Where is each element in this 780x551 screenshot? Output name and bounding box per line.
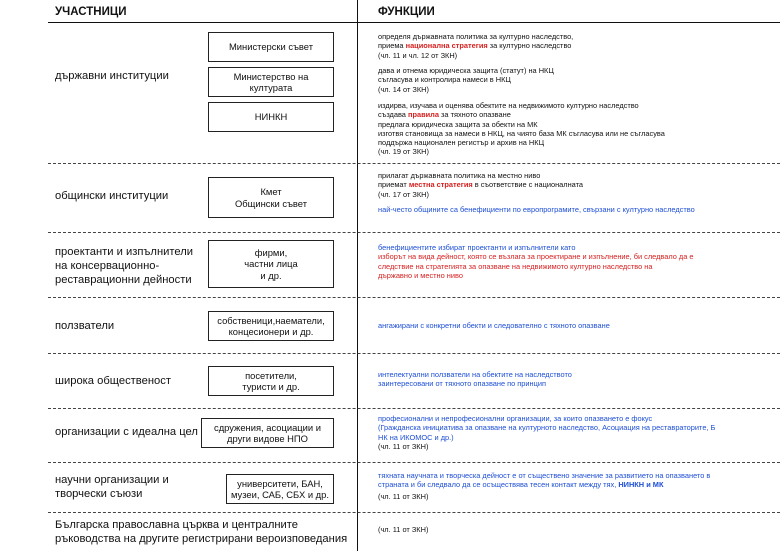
row-label-designers-contractors: проектанти и изпълнители на консервационно- реставрационни дейности [55, 246, 193, 286]
functions-public: интелектуални ползватели на обектите на наследството заинтересовани от тяхното опазване по принцип [378, 370, 572, 389]
row-divider [48, 353, 780, 354]
row-label-church: Българска православна църква и централните ръководства на другите регистрирани вероизповедания [55, 519, 348, 545]
functions-science: тяхната научната и творческа дейност е от съществено значение за развитието на опазването в страната и би следвало да се осъществява тесен контакт между тях, НИНКН и МК (чл. 11 от ЗКН) [378, 471, 711, 501]
ninkn-mk-highlight: НИНКН и МК [618, 480, 664, 490]
functions-ministry-of-culture: дава и отнема юридическа защита (статут) на НКЦ съгласува и контролира намеси в НКЦ (чл. 14 от ЗКН) [378, 66, 554, 94]
row-label-users: ползватели [55, 320, 115, 332]
header-functions: ФУНКЦИИ [378, 6, 435, 18]
box-visitors-tourists: посетители, туристи и др. [208, 366, 334, 396]
box-ministry-of-culture: Министерство на културата [208, 67, 334, 97]
row-label-municipal-institutions: общински институции [55, 190, 169, 202]
row-divider [48, 408, 780, 409]
header-participants: УЧАСТНИЦИ [55, 6, 127, 18]
row-label-wider-public: широка общественост [55, 375, 171, 387]
functions-ngo: професионални и непрофесионални организации, за които опазването е фокус (Гражданска инициатива за опазване на културното наследство, Асоциация на реставраторите, Б НК на ИКОМОС и др.) (чл. 11 от ЗКН) [378, 414, 716, 451]
row-divider [48, 462, 780, 463]
local-strategy-highlight: местна стратегия [408, 180, 473, 190]
row-divider [48, 163, 780, 164]
functions-municipal: прилагат държавната политика на местно ниво приемат местна стратегия в съответствие с националната (чл. 17 от ЗКН) най-често общините са бенефициенти по европрограмите, свързани с културно наследство [378, 171, 695, 214]
box-universities-museums: университети, БАН, музеи, САБ, СБХ и др. [226, 474, 334, 504]
rules-highlight: правила [407, 110, 439, 120]
box-firms-individuals: фирми, частни лица и др. [208, 240, 334, 288]
functions-church: (чл. 11 от ЗКН) [378, 525, 429, 534]
box-ninkn: НИНКН [208, 102, 334, 132]
box-associations-ngo: сдружения, асоциации и други видове НПО [201, 418, 334, 448]
row-divider [48, 232, 780, 233]
national-strategy-highlight: национална стратегия [405, 41, 488, 51]
functions-designers: бенефициентите избират проектанти и изпълнители като изборът на вида дейност, която се възлага за проектиране и изпълнение, би следвало да е следствие на стратегията за опазване на недвижимото културно наследство на държавно и местно ниво [378, 243, 694, 280]
row-label-science-organizations: научни организации и творчески съюзи [55, 474, 169, 500]
functions-ninkn: издирва, изучава и оценява обектите на недвижимото културно наследство създава правила за тяхното опазване предлага юридическа защита за обекти на МК изготвя становища за намеси в НКЦ, на чиято база МК съгласува или не съгласува поддържа национален регистър и архив на НКЦ (чл. 19 от ЗКН) [378, 101, 665, 157]
box-council-of-ministers: Министерски съвет [208, 32, 334, 62]
row-divider [48, 512, 780, 513]
functions-council-of-ministers: определя държавната политика за културно наследство, приема национална стратегия за културно наследство (чл. 11 и чл. 12 от ЗКН) [378, 32, 574, 60]
box-mayor-municipal-council: Кмет Общински съвет [208, 177, 334, 218]
row-label-ngo: организации с идеална цел [55, 426, 198, 438]
box-owners-tenants: собственици,наематели, концесионери и др. [208, 311, 334, 341]
row-divider [48, 297, 780, 298]
row-label-state-institutions: държавни институции [55, 70, 169, 82]
column-divider [357, 0, 358, 551]
header-rule [48, 22, 780, 23]
functions-users: ангажирани с конкретни обекти и следователно с тяхното опазване [378, 321, 610, 330]
